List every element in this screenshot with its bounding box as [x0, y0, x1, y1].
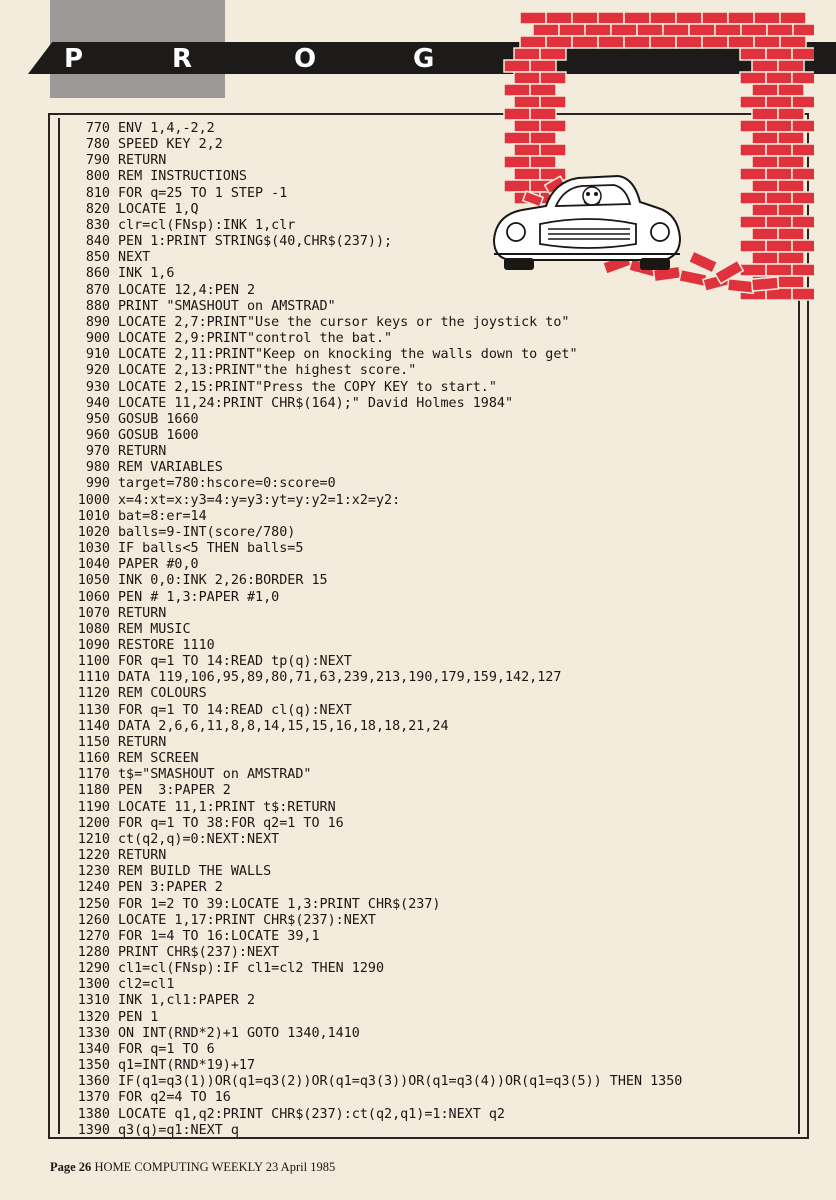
line-number: 1060	[77, 589, 110, 605]
line-code: REM VARIABLES	[118, 460, 223, 476]
brick	[740, 264, 766, 276]
line-number: 1340	[77, 1041, 110, 1057]
brick	[504, 180, 530, 192]
listing-line	[74, 476, 682, 492]
line-number: 1330	[77, 1025, 110, 1041]
line-number: 1160	[77, 751, 110, 767]
listing-line	[74, 767, 682, 783]
line-code: LOCATE 11,1:PRINT t$:RETURN	[118, 799, 336, 815]
line-code: q1=INT(RND*19)+17	[118, 1058, 256, 1074]
brick	[740, 96, 766, 108]
brick	[792, 264, 814, 276]
line-number: 1140	[77, 718, 110, 734]
brick	[533, 24, 559, 36]
line-code: PEN 1:PRINT STRING$(40,CHR$(237));	[118, 234, 393, 250]
line-code: ct(q2,q)=0:NEXT:NEXT	[118, 831, 280, 847]
line-code: balls=9-INT(score/780)	[118, 524, 296, 540]
line-number: 870	[85, 282, 110, 298]
line-number: 1200	[77, 815, 110, 831]
listing-line	[74, 686, 682, 702]
brick	[778, 204, 804, 216]
listing-line	[74, 525, 682, 541]
listing-line	[74, 380, 682, 396]
brick	[520, 36, 546, 48]
brick	[793, 24, 814, 36]
brick	[689, 24, 715, 36]
brick	[752, 84, 778, 96]
frame-inner-rule	[58, 118, 60, 1134]
line-number: 980	[85, 460, 110, 476]
line-code: SPEED KEY 2,2	[118, 137, 223, 153]
line-code: FOR q=1 TO 14:READ tp(q):NEXT	[118, 654, 352, 670]
brick	[792, 192, 814, 204]
listing-line	[74, 606, 682, 622]
line-number: 890	[85, 314, 110, 330]
line-number: 1220	[77, 848, 110, 864]
line-code: PEN 3:PAPER 2	[118, 880, 223, 896]
line-number: 1150	[77, 734, 110, 750]
line-number: 1360	[77, 1074, 110, 1090]
line-number: 810	[85, 185, 110, 201]
listing-line	[74, 1090, 682, 1106]
line-code: LOCATE 12,4:PEN 2	[118, 282, 256, 298]
listing-line	[74, 1074, 682, 1090]
line-code: FOR 1=4 TO 16:LOCATE 39,1	[118, 928, 320, 944]
brick	[715, 24, 741, 36]
line-code: LOCATE 1,17:PRINT CHR$(237):NEXT	[118, 912, 376, 928]
brick	[514, 120, 540, 132]
line-number: 900	[85, 331, 110, 347]
line-code: FOR 1=2 TO 39:LOCATE 1,3:PRINT CHR$(237)	[118, 896, 441, 912]
brick	[766, 96, 792, 108]
line-number: 830	[85, 217, 110, 233]
brick	[792, 120, 814, 132]
listing-line	[74, 460, 682, 476]
line-code: target=780:hscore=0:score=0	[118, 476, 336, 492]
listing-line	[74, 363, 682, 379]
line-code: RETURN	[118, 153, 167, 169]
brick	[752, 277, 779, 291]
line-code: IF(q1=q3(1))OR(q1=q3(2))OR(q1=q3(3))OR(q1=q3(4))OR(q1=q3(5)) THEN 1350	[118, 1074, 683, 1090]
brick	[754, 36, 780, 48]
brick	[624, 36, 650, 48]
brick	[792, 168, 814, 180]
brick	[792, 216, 814, 228]
line-number: 1120	[77, 686, 110, 702]
brick	[663, 24, 689, 36]
brick	[727, 279, 754, 294]
brick	[504, 60, 530, 72]
brick	[754, 12, 780, 24]
brick	[792, 48, 814, 60]
line-number: 1240	[77, 880, 110, 896]
header-letter: G	[413, 44, 435, 74]
line-number: 1230	[77, 864, 110, 880]
brick	[530, 108, 556, 120]
listing-line	[74, 913, 682, 929]
line-number: 850	[85, 250, 110, 266]
brick	[752, 60, 778, 72]
line-number: 800	[85, 169, 110, 185]
line-number: 1270	[77, 928, 110, 944]
brick	[679, 269, 707, 286]
line-code: RETURN	[118, 444, 167, 460]
line-code: REM INSTRUCTIONS	[118, 169, 247, 185]
brick	[778, 180, 804, 192]
brick	[702, 36, 728, 48]
listing-line	[74, 1123, 682, 1139]
brick	[559, 24, 585, 36]
line-number: 960	[85, 427, 110, 443]
brick	[778, 228, 804, 240]
brick	[540, 48, 566, 60]
brick	[740, 192, 766, 204]
line-number: 910	[85, 347, 110, 363]
brick	[778, 84, 804, 96]
line-code: FOR q=25 TO 1 STEP -1	[118, 185, 288, 201]
brick	[611, 24, 637, 36]
line-number: 930	[85, 379, 110, 395]
brick	[778, 108, 804, 120]
brick	[702, 12, 728, 24]
brick	[530, 132, 556, 144]
brick	[740, 144, 766, 156]
line-code: ENV 1,4,-2,2	[118, 121, 215, 136]
line-code: LOCATE 2,15:PRINT"Press the COPY KEY to start."	[118, 379, 497, 395]
listing-line	[74, 735, 682, 751]
brick	[520, 12, 546, 24]
line-number: 1080	[77, 621, 110, 637]
brick	[766, 120, 792, 132]
brick	[598, 36, 624, 48]
brick	[689, 251, 718, 273]
brick	[792, 72, 814, 84]
line-code: REM COLOURS	[118, 686, 207, 702]
listing-line	[74, 703, 682, 719]
brick	[778, 132, 804, 144]
line-code: REM MUSIC	[118, 621, 191, 637]
brick	[740, 72, 766, 84]
line-number: 1290	[77, 961, 110, 977]
brick	[546, 36, 572, 48]
line-code: LOCATE 2,11:PRINT"Keep on knocking the walls down to get"	[118, 347, 578, 363]
line-number: 1130	[77, 702, 110, 718]
listing-line	[74, 929, 682, 945]
line-number: 940	[85, 395, 110, 411]
brick	[514, 48, 540, 60]
brick	[540, 120, 566, 132]
brick	[676, 12, 702, 24]
line-code: PRINT "SMASHOUT on AMSTRAD"	[118, 298, 336, 314]
line-code: RESTORE 1110	[118, 638, 215, 653]
brick	[740, 240, 766, 252]
line-number: 1110	[77, 670, 110, 686]
line-code: bat=8:er=14	[118, 508, 207, 524]
brick	[766, 192, 792, 204]
listing-line	[74, 557, 682, 573]
brick	[752, 132, 778, 144]
line-number: 1250	[77, 896, 110, 912]
brick	[792, 240, 814, 252]
line-number: 950	[85, 411, 110, 427]
brick	[650, 36, 676, 48]
brick	[766, 264, 792, 276]
line-number: 770	[85, 121, 110, 136]
listing-line	[74, 864, 682, 880]
line-code: LOCATE 2,9:PRINT"control the bat."	[118, 331, 393, 347]
line-code: REM BUILD THE WALLS	[118, 864, 272, 880]
listing-line	[74, 541, 682, 557]
line-number: 1020	[77, 524, 110, 540]
brick	[792, 288, 814, 300]
brick	[766, 216, 792, 228]
brick	[780, 12, 806, 24]
brick	[766, 144, 792, 156]
line-number: 1090	[77, 638, 110, 653]
listing-line	[74, 719, 682, 735]
line-number: 1030	[77, 541, 110, 557]
line-number: 1300	[77, 977, 110, 993]
line-code: PAPER #0,0	[118, 557, 199, 573]
listing-line	[74, 993, 682, 1009]
listing-line	[74, 622, 682, 638]
listing-line	[74, 751, 682, 767]
line-number: 1380	[77, 1106, 110, 1122]
brick	[752, 156, 778, 168]
line-code: PRINT CHR$(237):NEXT	[118, 944, 280, 960]
brick	[778, 276, 804, 288]
line-code: PEN 1	[118, 1009, 159, 1025]
line-code: INK 1,6	[118, 266, 175, 282]
brick	[766, 168, 792, 180]
line-code: FOR q=1 TO 14:READ cl(q):NEXT	[118, 702, 352, 718]
listing-line	[74, 1042, 682, 1058]
listing-line	[74, 638, 682, 654]
brick	[728, 36, 754, 48]
brick	[540, 144, 566, 156]
line-code: FOR q=1 TO 6	[118, 1041, 215, 1057]
line-code: DATA 2,6,6,11,8,8,14,15,15,16,18,18,21,24	[118, 718, 449, 734]
line-number: 820	[85, 201, 110, 217]
listing-line	[74, 428, 682, 444]
line-number: 970	[85, 444, 110, 460]
listing-line	[74, 670, 682, 686]
brick	[752, 180, 778, 192]
line-number: 1210	[77, 831, 110, 847]
brick	[780, 36, 806, 48]
line-number: 1350	[77, 1058, 110, 1074]
line-code: RETURN	[118, 734, 167, 750]
line-number: 1040	[77, 557, 110, 573]
brick	[728, 12, 754, 24]
brick	[752, 108, 778, 120]
line-code: clr=cl(FNsp):INK 1,clr	[118, 217, 296, 233]
line-code: LOCATE q1,q2:PRINT CHR$(237):ct(q2,q1)=1:NEXT q2	[118, 1106, 505, 1122]
line-number: 1320	[77, 1009, 110, 1025]
listing-line	[74, 590, 682, 606]
line-code: FOR q2=4 TO 16	[118, 1090, 231, 1106]
listing-line	[74, 880, 682, 896]
brick	[767, 24, 793, 36]
brick	[740, 216, 766, 228]
brick	[572, 12, 598, 24]
line-code: INK 1,cl1:PAPER 2	[118, 993, 256, 1009]
line-code: LOCATE 2,13:PRINT"the highest score."	[118, 363, 417, 379]
header-letter: O	[294, 44, 317, 74]
line-code: cl1=cl(FNsp):IF cl1=cl2 THEN 1290	[118, 961, 385, 977]
brick	[540, 72, 566, 84]
listing-line	[74, 331, 682, 347]
brick	[650, 12, 676, 24]
listing-line	[74, 961, 682, 977]
brick	[740, 48, 766, 60]
line-number: 880	[85, 298, 110, 314]
line-code: DATA 119,106,95,89,80,71,63,239,213,190,179,159,142,127	[118, 670, 562, 686]
line-code: LOCATE 11,24:PRINT CHR$(164);" David Holmes 1984"	[118, 395, 514, 411]
brick	[792, 96, 814, 108]
line-number: 860	[85, 266, 110, 282]
brick	[624, 12, 650, 24]
brick	[766, 48, 792, 60]
brick	[514, 168, 540, 180]
line-code: RETURN	[118, 848, 167, 864]
brick	[514, 144, 540, 156]
listing-line	[74, 1026, 682, 1042]
listing-line	[74, 396, 682, 412]
line-code: GOSUB 1660	[118, 411, 199, 427]
brick	[778, 156, 804, 168]
line-code: q3(q)=q1:NEXT q	[118, 1122, 239, 1138]
listing-line	[74, 444, 682, 460]
listing-line	[74, 848, 682, 864]
line-code: PEN # 1,3:PAPER #1,0	[118, 589, 280, 605]
brick	[572, 36, 598, 48]
brick	[766, 72, 792, 84]
brick	[530, 156, 556, 168]
line-number: 1280	[77, 944, 110, 960]
line-number: 1310	[77, 993, 110, 1009]
line-number: 780	[85, 137, 110, 153]
brick	[504, 84, 530, 96]
line-code: REM SCREEN	[118, 751, 199, 767]
line-number: 1170	[77, 767, 110, 783]
line-number: 790	[85, 153, 110, 169]
listing-line	[74, 816, 682, 832]
listing-line	[74, 783, 682, 799]
brick	[598, 12, 624, 24]
brick	[637, 24, 663, 36]
line-number: 1000	[77, 492, 110, 508]
listing-line	[74, 1107, 682, 1123]
brick	[540, 96, 566, 108]
brick	[792, 144, 814, 156]
listing-line	[74, 315, 682, 331]
header-letter: R	[172, 44, 193, 74]
listing-line	[74, 897, 682, 913]
brick	[740, 120, 766, 132]
line-code: RETURN	[118, 605, 167, 621]
line-code: NEXT	[118, 250, 151, 266]
listing-line	[74, 573, 682, 589]
listing-line	[74, 509, 682, 525]
listing-line	[74, 493, 682, 509]
line-code: t$="SMASHOUT on AMSTRAD"	[118, 767, 312, 783]
brick	[752, 228, 778, 240]
listing-line	[74, 1058, 682, 1074]
brick	[752, 204, 778, 216]
brick-wall-car-illustration	[484, 10, 814, 302]
line-code: LOCATE 1,Q	[118, 201, 199, 217]
page-number: Page 26	[50, 1160, 92, 1174]
line-number: 1260	[77, 912, 110, 928]
listing-line	[74, 654, 682, 670]
line-code: LOCATE 2,7:PRINT"Use the cursor keys or the joystick to"	[118, 314, 570, 330]
listing-line	[74, 412, 682, 428]
line-code: INK 0,0:INK 2,26:BORDER 15	[118, 573, 328, 589]
line-number: 1010	[77, 508, 110, 524]
brick	[752, 252, 778, 264]
publication-info: HOME COMPUTING WEEKLY 23 April 1985	[94, 1160, 336, 1174]
listing-line	[74, 977, 682, 993]
line-code: FOR q=1 TO 38:FOR q2=1 TO 16	[118, 815, 344, 831]
brick	[504, 108, 530, 120]
line-number: 1370	[77, 1090, 110, 1106]
line-number: 920	[85, 363, 110, 379]
brick	[514, 72, 540, 84]
line-number: 990	[85, 476, 110, 492]
line-code: cl2=cl1	[118, 977, 175, 993]
listing-line	[74, 800, 682, 816]
line-number: 1190	[77, 799, 110, 815]
listing-line	[74, 1010, 682, 1026]
brick	[546, 12, 572, 24]
header-letter: P	[64, 44, 84, 74]
brick	[741, 24, 767, 36]
brick	[504, 132, 530, 144]
line-number: 1100	[77, 654, 110, 670]
page-footer	[50, 1160, 335, 1175]
line-code: GOSUB 1600	[118, 427, 199, 443]
brick	[778, 252, 804, 264]
listing-line	[74, 832, 682, 848]
line-number: 1180	[77, 783, 110, 799]
line-number: 1070	[77, 605, 110, 621]
listing-line	[74, 347, 682, 363]
line-code: ON INT(RND*2)+1 GOTO 1340,1410	[118, 1025, 360, 1041]
line-code: IF balls<5 THEN balls=5	[118, 541, 304, 557]
brick	[676, 36, 702, 48]
brick	[585, 24, 611, 36]
brick	[530, 60, 556, 72]
brick	[740, 168, 766, 180]
line-code: x=4:xt=x:y3=4:y=y3:yt=y:y2=1:x2=y2:	[118, 492, 401, 508]
listing-line	[74, 945, 682, 961]
brick	[766, 240, 792, 252]
brick	[504, 156, 530, 168]
line-number: 1050	[77, 573, 110, 589]
brick	[514, 96, 540, 108]
line-code: PEN 3:PAPER 2	[118, 783, 231, 799]
brick	[778, 60, 804, 72]
brick	[530, 84, 556, 96]
line-number: 1390	[77, 1122, 110, 1138]
line-number: 840	[85, 234, 110, 250]
